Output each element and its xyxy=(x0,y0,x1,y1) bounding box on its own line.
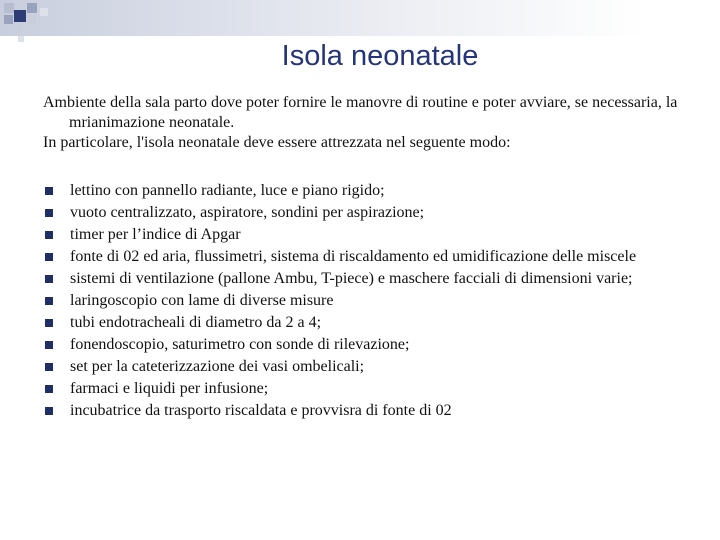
square-bullet-icon xyxy=(45,363,53,371)
list-item xyxy=(43,182,683,200)
decorative-square xyxy=(27,15,36,24)
decorative-square xyxy=(14,10,26,22)
list-item xyxy=(43,358,683,376)
square-bullet-icon xyxy=(45,407,53,415)
list-item xyxy=(43,402,683,420)
square-bullet-icon xyxy=(45,253,53,261)
list-item-text: lettino con pannello radiante, luce e piano rigido; xyxy=(70,182,385,199)
intro-paragraph: In particolare, l'isola neonatale deve essere attrezzata nel seguente modo: xyxy=(43,134,511,151)
square-bullet-icon xyxy=(45,231,53,239)
list-item xyxy=(43,248,683,266)
list-item xyxy=(43,226,683,244)
list-item-text: tubi endotracheali di diametro da 2 a 4; xyxy=(70,314,322,331)
intro-paragraph: Ambiente della sala parto dove poter fornire le manovre di routine e poter avviare, se necessaria, la mrianimazione neonatale. xyxy=(43,94,678,131)
square-bullet-icon xyxy=(45,209,53,217)
square-bullet-icon xyxy=(45,275,53,283)
list-item-text: fonte di 02 ed aria, flussimetri, sistema di riscaldamento ed umidificazione delle miscele xyxy=(70,248,637,265)
list-item-text: vuoto centralizzato, aspiratore, sondini per aspirazione; xyxy=(70,204,425,221)
list-item-text: fonendoscopio, saturimetro con sonde di rilevazione; xyxy=(70,336,410,353)
list-item xyxy=(43,380,683,398)
square-bullet-icon xyxy=(45,385,53,393)
decorative-square xyxy=(18,36,24,42)
list-item xyxy=(43,292,683,310)
list-item xyxy=(43,270,683,288)
list-item-text: timer per l’indice di Apgar xyxy=(70,226,241,243)
square-bullet-icon xyxy=(45,319,53,327)
square-bullet-icon xyxy=(45,187,53,195)
decorative-square xyxy=(14,25,22,33)
list-item xyxy=(43,336,683,354)
list-item-text: laringoscopio con lame di diverse misure xyxy=(70,292,334,309)
list-item xyxy=(43,314,683,332)
equipment-list xyxy=(43,182,683,424)
slide-title: Isola neonatale xyxy=(281,40,479,72)
square-bullet-icon xyxy=(45,297,53,305)
intro-text xyxy=(43,93,683,153)
square-bullet-icon xyxy=(45,341,53,349)
decorative-square xyxy=(40,8,48,16)
list-item-text: sistemi di ventilazione (pallone Ambu, T-piece) e maschere facciali di dimensioni varie; xyxy=(70,270,633,287)
header-decoration-band xyxy=(0,0,720,36)
list-item-text: incubatrice da trasporto riscaldata e provvisra di fonte di 02 xyxy=(70,402,452,419)
decorative-square xyxy=(4,3,14,13)
list-item-text: set per la cateterizzazione dei vasi ombelicali; xyxy=(70,358,365,375)
list-item xyxy=(43,204,683,222)
decorative-square xyxy=(4,15,13,24)
list-item-text: farmaci e liquidi per infusione; xyxy=(70,380,269,397)
decorative-square xyxy=(27,3,37,13)
